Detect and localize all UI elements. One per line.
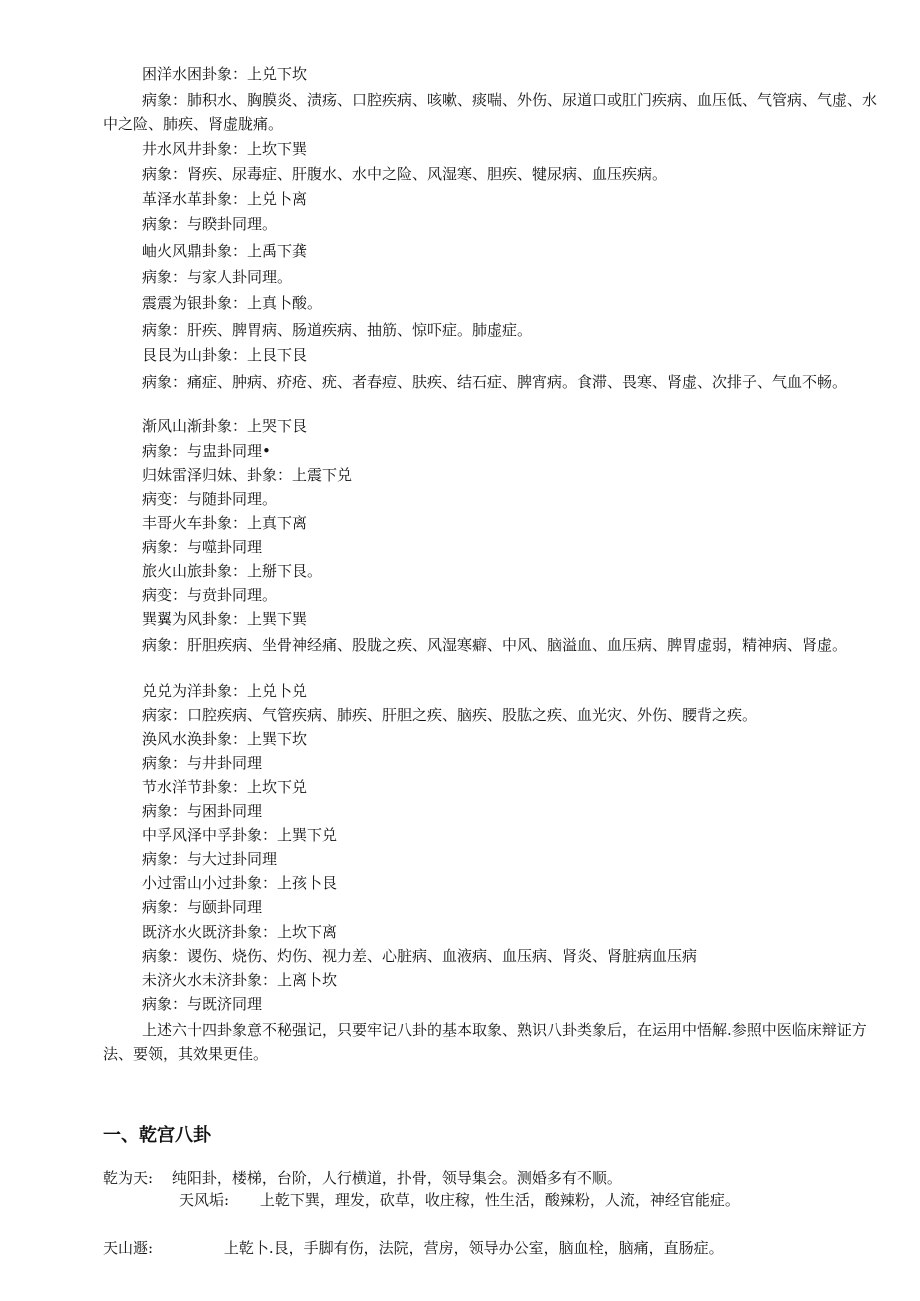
text-line: 旅火山旅卦象：上掰下艮。 (142, 562, 323, 580)
text-line: 未济火水未济卦象：上离卜坎 (142, 971, 338, 989)
text-line: 病象：与颐卦同理 (142, 898, 263, 916)
text-line: 病象：与睽卦同理。 (142, 215, 278, 233)
entry-dun (103, 1238, 724, 1258)
text-line: 既济水火既济卦象：上坎下离 (142, 923, 338, 941)
text-paragraph: 病象：肺积水、胸膜炎、渍疡、口腔疾病、咳嗽、痰喘、外伤、尿道口或肛门疾病、血压低、气管病、气虚、水中之险、肺疾、肾虚胧痛。 (103, 91, 878, 133)
text-line: 病象：肝疾、脾胃病、肠道疾病、抽筋、惊吓症。肺虚症。 (142, 321, 533, 339)
text-line: 病变：与随卦同理。 (142, 490, 278, 508)
text-line: 革泽水革卦象：上兑卜离 (142, 190, 308, 208)
text-line: 兑兑为洋卦象：上兑卜兑 (142, 682, 308, 700)
text-paragraph: 病象：肝胆疾病、坐骨神经痛、股胧之疾、风湿寒癖、中风、脑溢血、血压病、脾胃虚弱，精神病、肾虚。 (142, 636, 848, 654)
text-line: 艮艮为山卦象：上艮下艮 (142, 346, 308, 364)
text-line: 震震为银卦象：上真卜酸。 (142, 294, 323, 312)
text-line: 病象：与困卦同理 (142, 802, 263, 820)
text-line: 病家：口腔疾病、气管疾病、肺疾、肝胆之疾、脑疾、股肱之疾、血光灾、外伤、腰背之疾。 (142, 706, 758, 724)
text-line: 病象：肾疾、尿毒症、肝腹水、水中之险、风湿寒、胆疾、犍尿病、血压疾病。 (142, 165, 668, 183)
entry-label: 天风垢: (179, 1191, 230, 1209)
text-line: 病象：与井卦同理 (142, 754, 263, 772)
text-line: 岫火风鼎卦象：上禹下龚 (142, 242, 308, 260)
text-line: 病象：谡伤、烧伤、灼伤、视力差、心脏病、血液病、血压病、肾炎、肾脏病血压病 (142, 947, 698, 965)
text-line: 井水风井卦象：上坎下巽 (142, 140, 308, 158)
section-heading: 一、乾宫八卦 (103, 1125, 211, 1146)
text-line: 丰哥火车卦象：上真下离 (142, 514, 308, 532)
text-line: 节水洋节卦象：上坎下兑 (142, 778, 308, 796)
text-line: 病象：与大过卦同理 (142, 850, 278, 868)
entry-text: 纯阳卦，楼梯，台阶，人行横道，扑骨，领导集会。测婚多有不顺。 (171, 1169, 622, 1187)
text-line: 病象：与盅卦同理• (142, 442, 271, 460)
text-line: 病象：与噬卦同理 (142, 538, 263, 556)
text-line: 困洋水困卦象：上兑下坎 (142, 65, 308, 83)
entry-qian (103, 1168, 622, 1188)
text-line: 巽翼为风卦象：上巽下巽 (142, 610, 308, 628)
text-line: 病象：与家人卦同理。 (142, 268, 293, 286)
text-line: 小过雷山小过卦象：上孩卜艮 (142, 874, 338, 892)
text-line: 渐风山渐卦象：上哭下艮 (142, 417, 308, 435)
entry-text: 上乾卜.艮，手脚有伤，法院，营房，领导办公室，脑血栓，脑痛，直肠症。 (223, 1239, 724, 1257)
text-line: 病象：与既济同理 (142, 995, 263, 1013)
entry-label: 天山遯: (103, 1239, 154, 1257)
text-paragraph: 病象：痛症、肿病、疥疮、疣、者春痘、肤疾、结石症、脾宵病。食滞、畏寒、肾虚、次排子、气血不畅。 (142, 373, 848, 391)
text-line: 病变：与贲卦同理。 (142, 586, 278, 604)
text-line: 中孚风泽中孚卦象：上巽下兑 (142, 826, 338, 844)
entry-text: 上乾下巽，理发，砍草，收庄稼，性生活，酸辣粉，人流，神经官能症。 (259, 1191, 740, 1209)
text-paragraph: 上述六十四卦象意不秘强记，只要牢记八卦的基本取象、熟识八卦类象后，在运用中悟解.参照中医临床辩证方法、要领，其效果更佳。 (103, 1021, 867, 1063)
text-line: 涣风水涣卦象：上巽下坎 (142, 730, 308, 748)
text-line: 归妹雷泽归妹、卦象：上震下兑 (142, 466, 353, 484)
entry-label: 乾为天: (103, 1169, 154, 1187)
entry-gou (179, 1190, 740, 1210)
